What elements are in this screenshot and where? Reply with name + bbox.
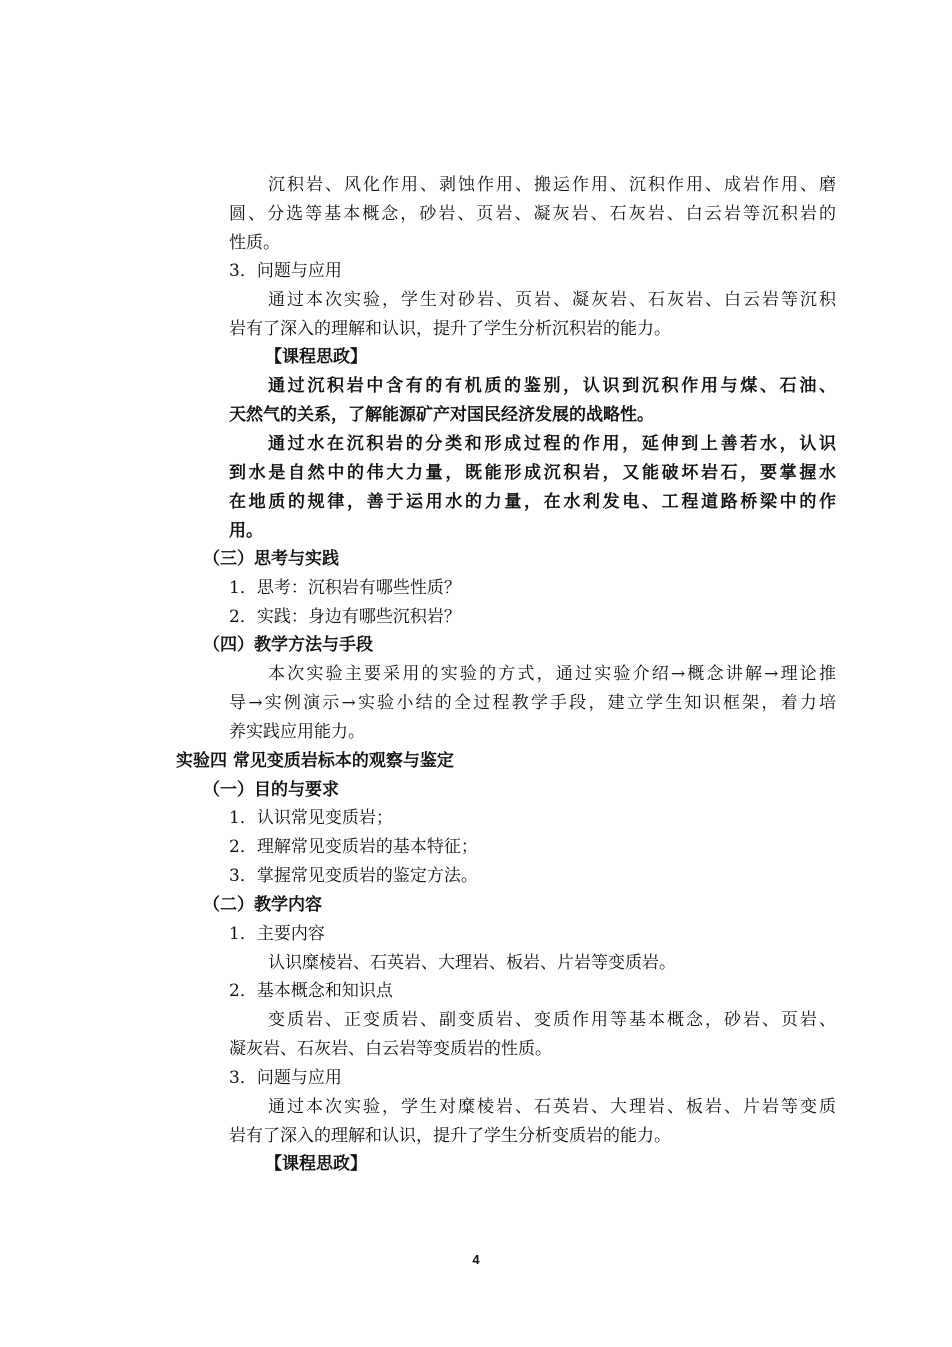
section-label: 【课程思政】 (265, 347, 367, 367)
section-heading: （三）思考与实践 (203, 549, 339, 569)
paragraph-line: 用。 (229, 521, 263, 541)
section-heading: （四）教学方法与手段 (203, 635, 373, 655)
paragraph-line: 凝灰岩、石灰岩、白云岩等变质岩的性质。 (229, 1039, 552, 1059)
paragraph-line: 养实践应用能力。 (229, 722, 365, 742)
page-number: 4 (472, 1252, 480, 1267)
paragraph-line: 圆、分选等基本概念，砂岩、页岩、凝灰岩、石灰岩、白云岩等沉积岩的 (229, 204, 836, 224)
paragraph-line: 通过本次实验，学生对砂岩、页岩、凝灰岩、石灰岩、白云岩等沉积 (268, 290, 836, 310)
section-label: 【课程思政】 (265, 1154, 367, 1174)
paragraph-line: 通过水在沉积岩的分类和形成过程的作用，延伸到上善若水，认识 (268, 434, 836, 454)
paragraph-line: 通过沉积岩中含有的有机质的鉴别，认识到沉积作用与煤、石油、 (268, 376, 836, 396)
list-item: 1．主要内容 (229, 924, 325, 944)
list-item: 3．问题与应用 (229, 261, 342, 281)
section-heading: （一）目的与要求 (203, 780, 339, 800)
list-item: 2．理解常见变质岩的基本特征； (229, 837, 478, 857)
chapter-heading: 实验四 常见变质岩标本的观察与鉴定 (176, 751, 454, 771)
paragraph-line: 认识糜棱岩、石英岩、大理岩、板岩、片岩等变质岩。 (268, 953, 676, 973)
paragraph-line: 岩有了深入的理解和认识，提升了学生分析沉积岩的能力。 (229, 319, 671, 339)
paragraph-line: 在地质的规律，善于运用水的力量，在水利发电、工程道路桥梁中的作 (229, 492, 836, 512)
paragraph-line: 天然气的关系，了解能源矿产对国民经济发展的战略性。 (229, 405, 654, 425)
paragraph-line: 到水是自然中的伟大力量，既能形成沉积岩，又能破坏岩石，要掌握水 (229, 463, 836, 483)
paragraph-line: 性质。 (229, 233, 280, 253)
paragraph-line: 本次实验主要采用的实验的方式，通过实验介绍→概念讲解→理论推 (268, 664, 836, 684)
list-item: 2．基本概念和知识点 (229, 981, 393, 1001)
paragraph-line: 导→实例演示→实验小结的全过程教学手段，建立学生知识框架，着力培 (229, 693, 836, 713)
paragraph-line: 变质岩、正变质岩、副变质岩、变质作用等基本概念，砂岩、页岩、 (268, 1010, 836, 1030)
list-item: 3．掌握常见变质岩的鉴定方法。 (229, 866, 478, 886)
paragraph-line: 沉积岩、风化作用、剥蚀作用、搬运作用、沉积作用、成岩作用、磨 (268, 175, 836, 195)
paragraph-line: 岩有了深入的理解和认识，提升了学生分析变质岩的能力。 (229, 1126, 671, 1146)
section-heading: （二）教学内容 (203, 895, 322, 915)
list-item: 2．实践：身边有哪些沉积岩？ (229, 607, 461, 627)
paragraph-line: 通过本次实验，学生对糜棱岩、石英岩、大理岩、板岩、片岩等变质 (268, 1097, 836, 1117)
list-item: 1．认识常见变质岩； (229, 808, 393, 828)
list-item: 1．思考：沉积岩有哪些性质？ (229, 578, 461, 598)
list-item: 3．问题与应用 (229, 1068, 342, 1088)
